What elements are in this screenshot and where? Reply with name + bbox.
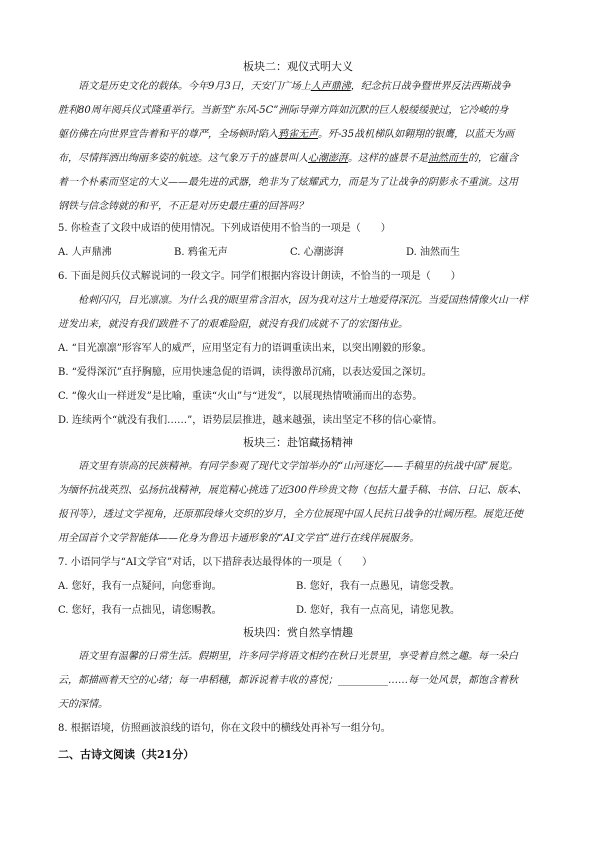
q5-option-b: B. 鸦雀无声 [174, 247, 228, 258]
q6-option-b: B. “爱得深沉”直抒胸臆，应用快速急促的语调，读得激昂沉痛，以表达爱国之深切。 [58, 367, 432, 378]
board4-line-2: 云，都描画着天空的心绪；每一串稻穗，都诉说着丰收的喜悦；__________……每一处风景，都饱含着秋 [58, 675, 518, 686]
section2-heading: 二、古诗文阅读（共21分） [58, 748, 195, 761]
idiom-xinchaopengpai: 心潮澎湃 [308, 153, 348, 164]
board2-line-3: 躯仿佛在向世界宣告着和平的尊严，全场顿时陷入鸦雀无声。歼-35战机梯队如翱翔的银鹰，以蓝天为画 [58, 129, 515, 140]
q5-stem: 5. 你检查了文段中成语的使用情况。下列成语使用不恰当的一项是（ ） [58, 223, 391, 234]
board2-line-1: 语文是历史文化的载体。今年9月3日，天安门广场上人声鼎沸，纪念抗日战争暨世界反法西斯战争 [78, 81, 511, 92]
q5-option-d: D. 油然而生 [406, 247, 461, 258]
board3-title: 板块三：赴馆藏扬精神 [243, 436, 353, 449]
q6-option-c: C. “像火山一样迸发”是比喻，重读“火山”与“迸发”，以展现热情喷涌而出的态势。 [58, 391, 423, 402]
idiom-youranershen: 油然而生 [428, 153, 468, 164]
q6-stem: 6. 下面是阅兵仪式解说词的一段文字。同学们根据内容设计朗读，不恰当的一项是（ ） [58, 271, 461, 282]
board2-title: 板块二：观仪式明大义 [243, 60, 353, 73]
board2-line-4: 布，尽情挥洒出绚丽多姿的航迹。这气象万千的盛景叫人心潮澎湃。这样的盛景不是油然而生的，它蕴含 [58, 153, 518, 164]
board3-line-3: 报刊等），透过文学视角，还原那段烽火交织的岁月，全方位展现中国人民抗日战争的壮阔历程。展览还使 [58, 509, 523, 520]
board3-line-1: 语文里有崇高的民族精神。有同学参观了现代文学馆举办的“山河逐忆——手稿里的抗战中国”展览。 [78, 461, 519, 472]
q7-stem: 7. 小语同学与“AI文学官”对话，以下措辞表达最得体的一项是（ ） [58, 557, 373, 568]
q7-option-a: A. 您好，我有一点疑问，向您垂询。 [58, 581, 222, 592]
q5-option-a: A. 人声鼎沸 [58, 247, 112, 258]
fill-in-blank[interactable]: __________ [338, 675, 388, 686]
q8-stem: 8. 根据语境，仿照画波浪线的语句，你在文段中的横线处再补写一组分句。 [58, 723, 391, 734]
board4-line-3: 天的深情。 [58, 699, 108, 710]
board4-line-1: 语文里有温馨的日常生活。假期里，许多同学将语文相约在秋日光景里，享受着自然之趣。每一朵白 [78, 651, 518, 662]
q7-option-c: C. 您好，我有一点拙见，请您赐教。 [58, 605, 222, 616]
q7-option-b: B. 您好，我有一点愚见，请您受教。 [296, 581, 460, 592]
q6-option-d: D. 连续两个“就没有我们……”，语势层层推进，越来越强，读出坚定不移的信心豪情。 [58, 415, 443, 426]
q7-option-d: D. 您好，我有一点高见，请您见教。 [296, 605, 461, 616]
q6-text-line-1: 枪刺闪闪，目光凛凛。为什么我的眼里常含泪水，因为我对这片土地爱得深沉。当爱国热情像火山一样 [78, 295, 528, 306]
idiom-yaqueuwusheng: 鸦雀无声 [278, 129, 318, 140]
board3-line-4: 用全国首个文学智能体——化身为鲁迅卡通形象的“AI文学官”进行在线伴展服务。 [58, 533, 420, 544]
board4-title: 板块四：赏自然享情趣 [243, 626, 353, 639]
board2-line-5: 着一个朴素而坚定的大义——最先进的武器，绝非为了炫耀武力，而是为了让战争的阴影永不重演。这用 [58, 177, 518, 188]
q6-text-line-2: 迸发出来，就没有我们跋胜不了的艰难险阻，就没有我们成就不了的宏图伟业。 [58, 319, 408, 330]
idiom-renshengdingfei: 人声鼎沸 [310, 81, 351, 92]
board3-line-2: 为缅怀抗战英烈、弘扬抗战精神，展览精心挑选了近300件珍贵文物（包括大量手稿、书信、日记、版本、 [58, 485, 528, 496]
board2-line-6: 钢铁与信念铸就的和平，不正是对历史最庄重的回答吗？ [58, 201, 308, 212]
q6-option-a: A. “目光凛凛”形容军人的威严，应用坚定有力的语调重读出来，以突出刚毅的形象。 [58, 343, 432, 354]
q5-option-c: C. 心潮澎湃 [290, 247, 344, 258]
board2-line-2: 胜利80周年阅兵仪式隆重举行。当新型“东风-5C”洲际导弹方阵如沉默的巨人般缓缓驶过，它冷峻的身 [58, 105, 509, 116]
